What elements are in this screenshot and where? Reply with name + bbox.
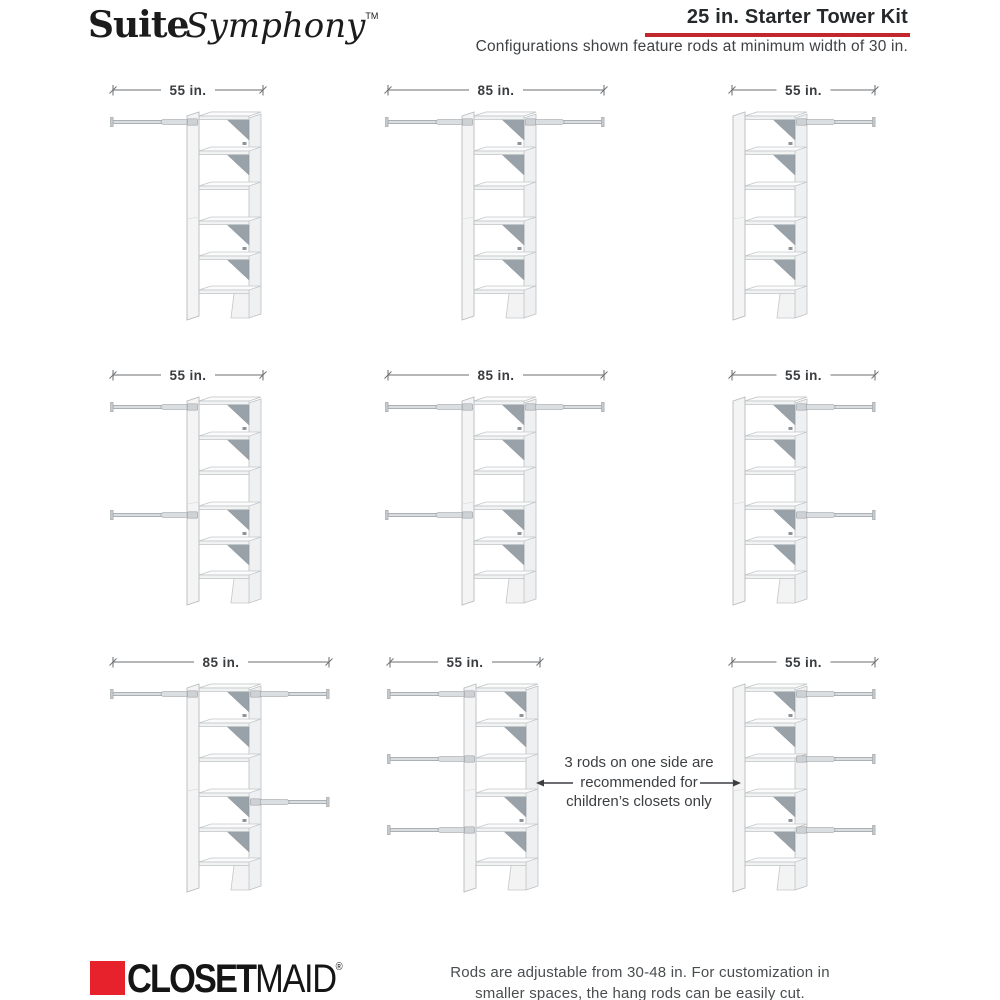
shelf-top [474, 252, 536, 256]
dimension-label: 55 in. [785, 83, 822, 98]
hang-rod-left-top [111, 689, 196, 698]
shelf-front [745, 151, 795, 155]
shelf-front [199, 541, 249, 545]
corner-gusset [773, 510, 795, 531]
rod-bracket [465, 756, 475, 762]
corner-gusset [502, 225, 524, 246]
configuration-3-drawing [729, 82, 879, 332]
configuration-6-drawing [729, 367, 879, 617]
dimension-label: 55 in. [446, 655, 484, 670]
tower [464, 684, 538, 892]
shelf-front [476, 828, 526, 832]
corner-gusset [227, 692, 249, 713]
shelf-pin [789, 819, 793, 822]
dimension-label: 55 in. [785, 655, 822, 670]
corner-gusset [504, 727, 526, 748]
logo-maid: MAID [255, 957, 336, 1000]
title-underline [645, 33, 910, 37]
shelf-top [476, 858, 538, 862]
shelf-top [476, 754, 538, 758]
shelf-front [745, 116, 795, 120]
shelf-front [199, 401, 249, 405]
shelf-pin [520, 819, 524, 822]
tower-foot [777, 866, 795, 891]
shelf-front [199, 688, 249, 692]
dimension [385, 368, 608, 383]
rod-bracket [797, 827, 807, 833]
rod-bracket [251, 799, 261, 805]
shelf-top [474, 182, 536, 186]
shelf-front [474, 290, 524, 294]
shelf-top [745, 502, 807, 506]
corner-gusset [227, 797, 249, 818]
footer-note-line-2: smaller spaces, the hang rods can be easily cut. [475, 985, 805, 1000]
tower-foot [506, 579, 524, 604]
shelf-pin [518, 532, 522, 535]
hang-rod-left-top [386, 402, 471, 411]
shelf-pin [518, 247, 522, 250]
shelf-front [199, 793, 249, 797]
shelf-top [745, 467, 807, 471]
rod-bracket [188, 404, 198, 410]
rod-bracket [797, 756, 807, 762]
shelf-pin [789, 247, 793, 250]
corner-gusset [773, 225, 795, 246]
shelf-front [474, 506, 524, 510]
tower-foot [508, 866, 526, 891]
corner-gusset [227, 155, 249, 176]
shelf-front [474, 541, 524, 545]
shelf-top [199, 858, 261, 862]
configuration-9-drawing [729, 654, 879, 904]
corner-gusset [227, 510, 249, 531]
shelf-front [474, 401, 524, 405]
shelf-front [199, 723, 249, 727]
configuration-7-drawing [111, 654, 331, 904]
tower [733, 684, 807, 892]
shelf-top [745, 719, 807, 723]
shelf-front [745, 793, 795, 797]
shelf-top [745, 147, 807, 151]
suite-symphony-logo [88, 4, 378, 46]
brand-suite: Suite [88, 4, 189, 46]
corner-gusset [773, 797, 795, 818]
shelf-top [745, 537, 807, 541]
shelf-top [474, 217, 536, 221]
shelf-pin [789, 714, 793, 717]
configuration-cell-r1c3 [729, 82, 879, 332]
dimension-label: 55 in. [785, 368, 822, 383]
rod-bracket [465, 827, 475, 833]
shelf-pin [243, 819, 247, 822]
dimension [110, 655, 333, 670]
shelf-front [745, 541, 795, 545]
shelf-front [199, 471, 249, 475]
configuration-8-drawing [388, 654, 548, 904]
tower-foot [777, 294, 795, 319]
rod-bracket [188, 691, 198, 697]
hang-rod-right-mid [257, 797, 329, 806]
shelf-front [745, 256, 795, 260]
tower-left-panel [187, 112, 199, 320]
shelf-front [199, 221, 249, 225]
hang-rod-left-lower [388, 825, 473, 834]
shelf-front [745, 758, 795, 762]
configuration-cell-r2c1 [111, 367, 271, 617]
shelf-top [199, 252, 261, 256]
hang-rod-right-top [532, 117, 604, 126]
hang-rod-left-top [386, 117, 471, 126]
shelf-front [745, 723, 795, 727]
shelf-top [199, 432, 261, 436]
shelf-top [745, 397, 807, 401]
hang-rod-left-upper [388, 754, 473, 763]
shelf-top [474, 537, 536, 541]
corner-gusset [227, 260, 249, 281]
rod-bracket [463, 404, 473, 410]
annotation-arrow-left-icon [535, 777, 575, 789]
configuration-1-drawing [111, 82, 271, 332]
shelf-front [199, 758, 249, 762]
shelf-front [745, 862, 795, 866]
shelf-top [476, 719, 538, 723]
corner-gusset [502, 545, 524, 566]
corner-gusset [502, 155, 524, 176]
tower-foot [777, 579, 795, 604]
shelf-front [745, 471, 795, 475]
dimension [110, 83, 267, 98]
hang-rod-right-upper [803, 754, 875, 763]
tower [462, 397, 536, 605]
shelf-front [745, 290, 795, 294]
shelf-pin [243, 714, 247, 717]
corner-gusset [504, 797, 526, 818]
shelf-front [476, 723, 526, 727]
shelf-top [199, 537, 261, 541]
tower [733, 397, 807, 605]
dimension [729, 83, 879, 98]
shelf-top [199, 217, 261, 221]
rod-bracket [797, 404, 807, 410]
dimension [385, 83, 608, 98]
tower-foot [231, 294, 249, 319]
corner-gusset [227, 832, 249, 853]
shelf-front [476, 793, 526, 797]
dimension-label: 85 in. [477, 368, 515, 383]
tower-left-panel [462, 397, 474, 605]
annotation-line-1: 3 rods on one side are [564, 754, 714, 771]
rod-bracket [526, 404, 536, 410]
corner-gusset [227, 225, 249, 246]
corner-gusset [773, 832, 795, 853]
configuration-cell-r2c2 [386, 367, 606, 617]
page-title: 25 in. Starter Tower Kit [686, 6, 908, 28]
shelf-front [474, 471, 524, 475]
shelf-front [745, 186, 795, 190]
tower-foot [231, 866, 249, 891]
rod-bracket [465, 691, 475, 697]
tower-left-panel [187, 397, 199, 605]
shelf-top [476, 789, 538, 793]
corner-gusset [773, 440, 795, 461]
subtitle: Configurations shown feature rods at minimum width of 30 in. [475, 38, 908, 55]
rod-bracket [797, 512, 807, 518]
corner-gusset [773, 155, 795, 176]
tower [187, 397, 261, 605]
rod-bracket [463, 512, 473, 518]
shelf-top [474, 571, 536, 575]
dimension-label: 55 in. [169, 368, 207, 383]
configuration-5-drawing [386, 367, 606, 617]
rod-bracket [463, 119, 473, 125]
dimension-label: 55 in. [169, 83, 207, 98]
hang-rod-right-top [257, 689, 329, 698]
registered-symbol: ® [335, 961, 343, 973]
shelf-top [745, 684, 807, 688]
footer-note [340, 962, 940, 1000]
shelf-top [474, 502, 536, 506]
hang-rod-right-top [803, 402, 875, 411]
shelf-top [474, 397, 536, 401]
shelf-front [474, 256, 524, 260]
shelf-pin [789, 427, 793, 430]
shelf-front [474, 575, 524, 579]
shelf-top [199, 719, 261, 723]
hang-rod-right-top [803, 689, 875, 698]
shelf-front [476, 862, 526, 866]
shelf-pin [243, 142, 247, 145]
shelf-front [199, 186, 249, 190]
configuration-4-drawing [111, 367, 271, 617]
shelf-front [199, 151, 249, 155]
hang-rod-left-top [111, 117, 196, 126]
annotation-line-2: recommended for [580, 773, 698, 791]
configuration-cell-r3c1 [111, 654, 331, 904]
shelf-front [199, 290, 249, 294]
rod-bracket [797, 119, 807, 125]
shelf-pin [518, 427, 522, 430]
closetmaid-red-square-icon [90, 961, 125, 995]
shelf-pin [789, 142, 793, 145]
shelf-front [199, 828, 249, 832]
tower-left-panel [464, 684, 476, 892]
rod-bracket [188, 119, 198, 125]
shelf-front [474, 186, 524, 190]
shelf-top [745, 789, 807, 793]
shelf-top [199, 754, 261, 758]
tower-foot [231, 579, 249, 604]
shelf-front [474, 436, 524, 440]
configuration-cell-r2c3 [729, 367, 879, 617]
hang-rod-left-top [388, 689, 473, 698]
title-block [687, 6, 908, 29]
shelf-front [199, 506, 249, 510]
corner-gusset [227, 727, 249, 748]
configuration-cell-r1c1 [111, 82, 271, 332]
dimension [387, 655, 544, 670]
shelf-pin [518, 142, 522, 145]
dimension [729, 655, 879, 670]
corner-gusset [773, 692, 795, 713]
shelf-top [474, 467, 536, 471]
hang-rod-right-top [532, 402, 604, 411]
configuration-cell-r3c3 [729, 654, 879, 904]
shelf-top [199, 397, 261, 401]
shelf-pin [243, 532, 247, 535]
hang-rod-left-mid [386, 510, 471, 519]
corner-gusset [502, 120, 524, 141]
dimension-label: 85 in. [202, 655, 240, 670]
corner-gusset [504, 832, 526, 853]
corner-gusset [773, 260, 795, 281]
corner-gusset [502, 260, 524, 281]
shelf-pin [243, 247, 247, 250]
tower-left-panel [462, 112, 474, 320]
shelf-top [745, 182, 807, 186]
trademark-symbol: TM [365, 11, 379, 21]
tower-foot [506, 294, 524, 319]
shelf-front [474, 116, 524, 120]
corner-gusset [502, 510, 524, 531]
dimension [110, 368, 267, 383]
shelf-top [745, 252, 807, 256]
dimension [729, 368, 879, 383]
shelf-front [199, 436, 249, 440]
corner-gusset [773, 545, 795, 566]
dimension-label: 85 in. [477, 83, 515, 98]
corner-gusset [773, 120, 795, 141]
shelf-pin [789, 532, 793, 535]
shelf-top [199, 502, 261, 506]
corner-gusset [502, 405, 524, 426]
shelf-front [745, 401, 795, 405]
shelf-front [745, 688, 795, 692]
rod-bracket [526, 119, 536, 125]
shelf-front [745, 828, 795, 832]
hang-rod-right-lower [803, 825, 875, 834]
annotation-line-3: children’s closets only [566, 793, 712, 810]
tower [187, 112, 261, 320]
configuration-2-drawing [386, 82, 606, 332]
rod-bracket [251, 691, 261, 697]
shelf-front [199, 575, 249, 579]
shelf-top [745, 112, 807, 116]
shelf-top [745, 858, 807, 862]
shelf-front [474, 221, 524, 225]
hang-rod-left-mid [111, 510, 196, 519]
tower [462, 112, 536, 320]
shelf-top [199, 684, 261, 688]
footer-note-line-1: Rods are adjustable from 30-48 in. For customization in [450, 964, 830, 981]
tower-left-panel [733, 112, 745, 320]
shelf-top [745, 286, 807, 290]
corner-gusset [502, 440, 524, 461]
shelf-front [474, 151, 524, 155]
rod-bracket [188, 512, 198, 518]
hang-rod-right-mid [803, 510, 875, 519]
shelf-top [199, 182, 261, 186]
tower [733, 112, 807, 320]
hang-rod-left-top [111, 402, 196, 411]
shelf-top [199, 112, 261, 116]
configuration-cell-r3c2 [388, 654, 548, 904]
shelf-top [745, 571, 807, 575]
shelf-front [745, 436, 795, 440]
corner-gusset [504, 692, 526, 713]
logo-closet: CLOSET [127, 957, 256, 1000]
shelf-top [199, 147, 261, 151]
hang-rod-right-top [803, 117, 875, 126]
corner-gusset [773, 405, 795, 426]
tower [187, 684, 261, 892]
shelf-top [199, 467, 261, 471]
configuration-cell-r1c2 [386, 82, 606, 332]
tower-left-panel [187, 684, 199, 892]
shelf-top [474, 432, 536, 436]
closetmaid-logo [127, 957, 343, 1000]
shelf-pin [243, 427, 247, 430]
corner-gusset [227, 120, 249, 141]
shelf-front [745, 506, 795, 510]
shelf-front [476, 688, 526, 692]
shelf-top [474, 112, 536, 116]
shelf-top [199, 789, 261, 793]
shelf-top [476, 684, 538, 688]
shelf-pin [520, 714, 524, 717]
corner-gusset [227, 545, 249, 566]
shelf-front [199, 116, 249, 120]
shelf-top [474, 147, 536, 151]
shelf-front [745, 221, 795, 225]
shelf-front [745, 575, 795, 579]
shelf-top [476, 824, 538, 828]
shelf-top [474, 286, 536, 290]
shelf-front [199, 256, 249, 260]
rod-bracket [797, 691, 807, 697]
shelf-top [745, 217, 807, 221]
corner-gusset [227, 440, 249, 461]
tower-left-panel [733, 397, 745, 605]
annotation-arrow-right-icon [698, 777, 742, 789]
shelf-top [199, 286, 261, 290]
shelf-top [745, 432, 807, 436]
shelf-top [199, 824, 261, 828]
shelf-top [199, 571, 261, 575]
corner-gusset [773, 727, 795, 748]
corner-gusset [227, 405, 249, 426]
shelf-front [199, 862, 249, 866]
brand-symphony: Symphony [185, 6, 366, 46]
shelf-front [476, 758, 526, 762]
